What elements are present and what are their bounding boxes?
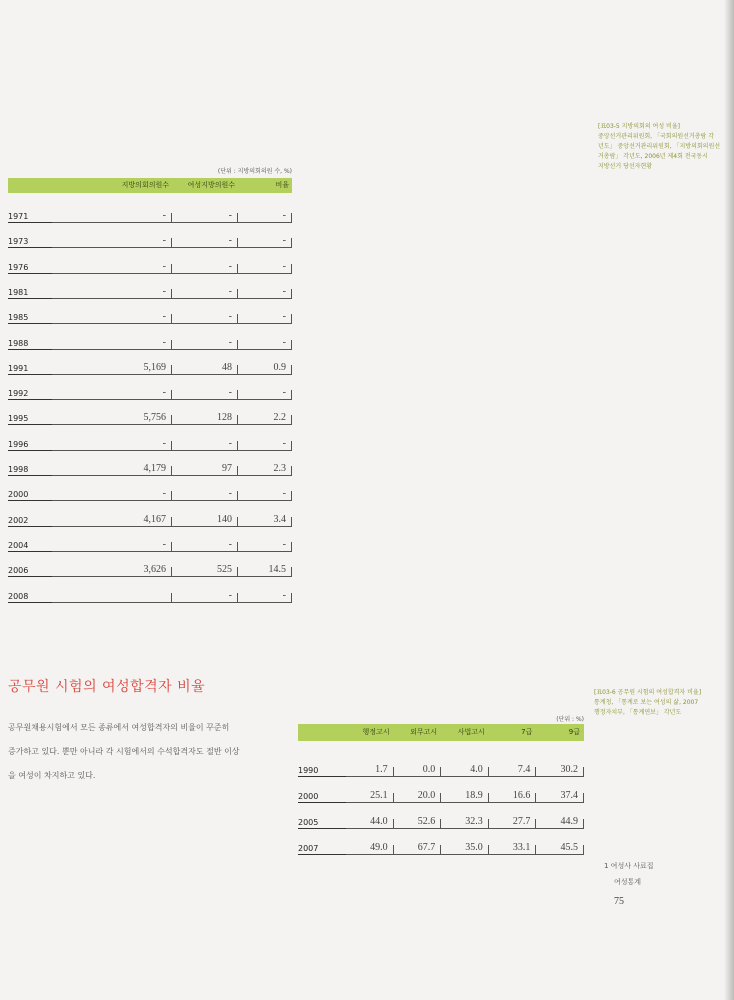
cell-total: -: [52, 261, 172, 274]
cell-total: -: [52, 488, 172, 501]
cell-total: -: [52, 235, 172, 248]
cell-ratio: -: [238, 337, 292, 350]
table-cell: 44.0: [346, 816, 394, 829]
cell-total: -: [52, 438, 172, 451]
table-cell: 30.2: [536, 764, 584, 777]
table1-unit: (단위 : 지방의회의원 수, %): [217, 168, 292, 175]
source-line: 거총람」 각년도, 2006년 제4회 전국동시: [598, 153, 708, 160]
row-year: 2005: [298, 818, 346, 829]
cell-total: -: [52, 539, 172, 552]
table2-header-grade9: 9급: [568, 728, 580, 736]
table2-source-note: [594, 688, 730, 718]
cell-total: 5,756: [52, 412, 172, 425]
table-cell: 33.1: [489, 842, 537, 855]
row-year: 1996: [8, 440, 52, 451]
table-civil-service-women: [298, 724, 584, 853]
table-row: [8, 561, 292, 577]
cell-ratio: -: [238, 488, 292, 501]
table2-header-grade7: 7급: [521, 728, 533, 736]
table-row: [8, 359, 292, 375]
table2-header-sasi: 사법고시: [457, 728, 485, 736]
table-row: [8, 384, 292, 400]
row-year: 2008: [8, 592, 52, 603]
cell-women: 128: [172, 412, 238, 425]
table-cell: 32.3: [441, 816, 489, 829]
table-cell: 52.6: [394, 816, 442, 829]
table1-source-note: [598, 122, 726, 172]
table1-header-women: 여성지방의원수: [187, 181, 235, 189]
row-year: 1976: [8, 263, 52, 274]
body-line: 공무원채용시험에서 모든 종류에서 여성합격자의 비율이 꾸준히: [8, 723, 230, 732]
cell-ratio: -: [238, 311, 292, 324]
table-row: [298, 787, 584, 803]
cell-women: -: [172, 438, 238, 451]
cell-women: -: [172, 539, 238, 552]
row-year: 2000: [8, 490, 52, 501]
table-cell: 44.9: [536, 816, 584, 829]
cell-ratio: -: [238, 235, 292, 248]
cell-ratio: -: [238, 286, 292, 299]
body-line: 을 여성이 차지하고 있다.: [8, 771, 96, 780]
row-year: 2000: [298, 792, 346, 803]
cell-women: -: [172, 261, 238, 274]
cell-total: -: [52, 286, 172, 299]
table1-header: [8, 178, 292, 193]
row-year: 1991: [8, 364, 52, 375]
table2-header-haengsi: 행정고시: [362, 728, 390, 736]
table-row: [298, 761, 584, 777]
table-row: [8, 334, 292, 350]
table-row: [8, 283, 292, 299]
cell-women: -: [172, 488, 238, 501]
table2-header: [298, 724, 584, 741]
cell-women: 525: [172, 564, 238, 577]
row-year: 2004: [8, 541, 52, 552]
table-cell: 27.7: [489, 816, 537, 829]
cell-total: -: [52, 387, 172, 400]
table-row: [8, 460, 292, 476]
cell-ratio: -: [238, 438, 292, 451]
table-cell: 0.0: [394, 764, 442, 777]
footer-subchapter: 여성통계: [614, 878, 642, 886]
section-title: 공무원 시험의 여성합격자 비율: [8, 679, 206, 695]
cell-women: -: [172, 337, 238, 350]
table-row: [298, 839, 584, 855]
table-cell: 49.0: [346, 842, 394, 855]
source-line: [표03-5 지방의회의 여성 비율]: [598, 123, 680, 130]
cell-total: 4,179: [52, 463, 172, 476]
source-line: 중앙선거관리위원회, 「국회의원선거총람 각: [598, 133, 715, 140]
row-year: 1992: [8, 389, 52, 400]
cell-women: -: [172, 235, 238, 248]
table-cell: 25.1: [346, 790, 394, 803]
table1-header-total: 지방의회의원수: [121, 181, 169, 189]
page-footer: [604, 858, 714, 910]
table-row: [8, 587, 292, 603]
cell-ratio: -: [238, 261, 292, 274]
source-line: 지방선거 당선자현황: [598, 163, 653, 170]
source-line: 행정자치부, 「통계연보」 각년도: [594, 709, 682, 716]
table-row: [8, 207, 292, 223]
cell-women: -: [172, 210, 238, 223]
cell-total: [52, 590, 172, 603]
table1-header-blank: [8, 178, 52, 193]
row-year: 1998: [8, 465, 52, 476]
cell-women: -: [172, 387, 238, 400]
table-row: [8, 232, 292, 248]
cell-ratio: -: [238, 590, 292, 603]
cell-women: -: [172, 311, 238, 324]
row-year: 1971: [8, 212, 52, 223]
table-row: [8, 435, 292, 451]
row-year: 2007: [298, 844, 346, 855]
row-year: 1995: [8, 414, 52, 425]
table-cell: 16.6: [489, 790, 537, 803]
table2-header-oesi: 외무고시: [410, 728, 438, 736]
cell-women: -: [172, 286, 238, 299]
table2-unit: (단위 : %): [556, 716, 584, 723]
table1-header-ratio: 비율: [275, 181, 289, 189]
cell-ratio: 2.2: [238, 412, 292, 425]
source-line: 통계청, 「통계로 보는 여성의 삶, 2007: [594, 699, 699, 706]
cell-women: 48: [172, 362, 238, 375]
table-cell: 4.0: [441, 764, 489, 777]
cell-ratio: 2.3: [238, 463, 292, 476]
row-year: 1990: [298, 766, 346, 777]
table-cell: 37.4: [536, 790, 584, 803]
cell-total: 5,169: [52, 362, 172, 375]
body-line: 증가하고 있다. 뿐만 아니라 각 시험에서의 수석합격자도 절반 이상: [8, 747, 240, 756]
cell-ratio: -: [238, 387, 292, 400]
cell-total: -: [52, 311, 172, 324]
source-line: 년도」 중앙선거관리위원회, 「지방의회의원선: [598, 143, 721, 150]
row-year: 2006: [8, 566, 52, 577]
cell-total: 3,626: [52, 564, 172, 577]
table-row: [8, 258, 292, 274]
cell-total: -: [52, 337, 172, 350]
cell-ratio: 14.5: [238, 564, 292, 577]
table-cell: 18.9: [441, 790, 489, 803]
table-cell: 67.7: [394, 842, 442, 855]
cell-women: 140: [172, 514, 238, 527]
page-number: 75: [614, 896, 624, 907]
table-row: [8, 409, 292, 425]
table-cell: 35.0: [441, 842, 489, 855]
table-cell: 7.4: [489, 764, 537, 777]
cell-total: 4,167: [52, 514, 172, 527]
table-row: [8, 511, 292, 527]
table-cell: 1.7: [346, 764, 394, 777]
row-year: 1981: [8, 288, 52, 299]
table-cell: 45.5: [536, 842, 584, 855]
footer-chapter: 1 여성사 사료집: [604, 862, 654, 870]
row-year: 1973: [8, 237, 52, 248]
table-cell: 20.0: [394, 790, 442, 803]
cell-ratio: 0.9: [238, 362, 292, 375]
row-year: 1988: [8, 339, 52, 350]
cell-women: -: [172, 590, 238, 603]
table-row: [298, 813, 584, 829]
source-line: [표03-6 공무원 시험의 여성합격자 비율]: [594, 689, 702, 696]
table-row: [8, 536, 292, 552]
table2-header-blank: [298, 724, 346, 741]
table-row: [8, 308, 292, 324]
row-year: 1985: [8, 313, 52, 324]
table-local-council-women: [8, 178, 292, 601]
table-row: [8, 485, 292, 501]
row-year: 2002: [8, 516, 52, 527]
cell-ratio: -: [238, 539, 292, 552]
cell-ratio: 3.4: [238, 514, 292, 527]
cell-total: -: [52, 210, 172, 223]
section-body-text: [8, 716, 290, 788]
cell-women: 97: [172, 463, 238, 476]
cell-ratio: -: [238, 210, 292, 223]
